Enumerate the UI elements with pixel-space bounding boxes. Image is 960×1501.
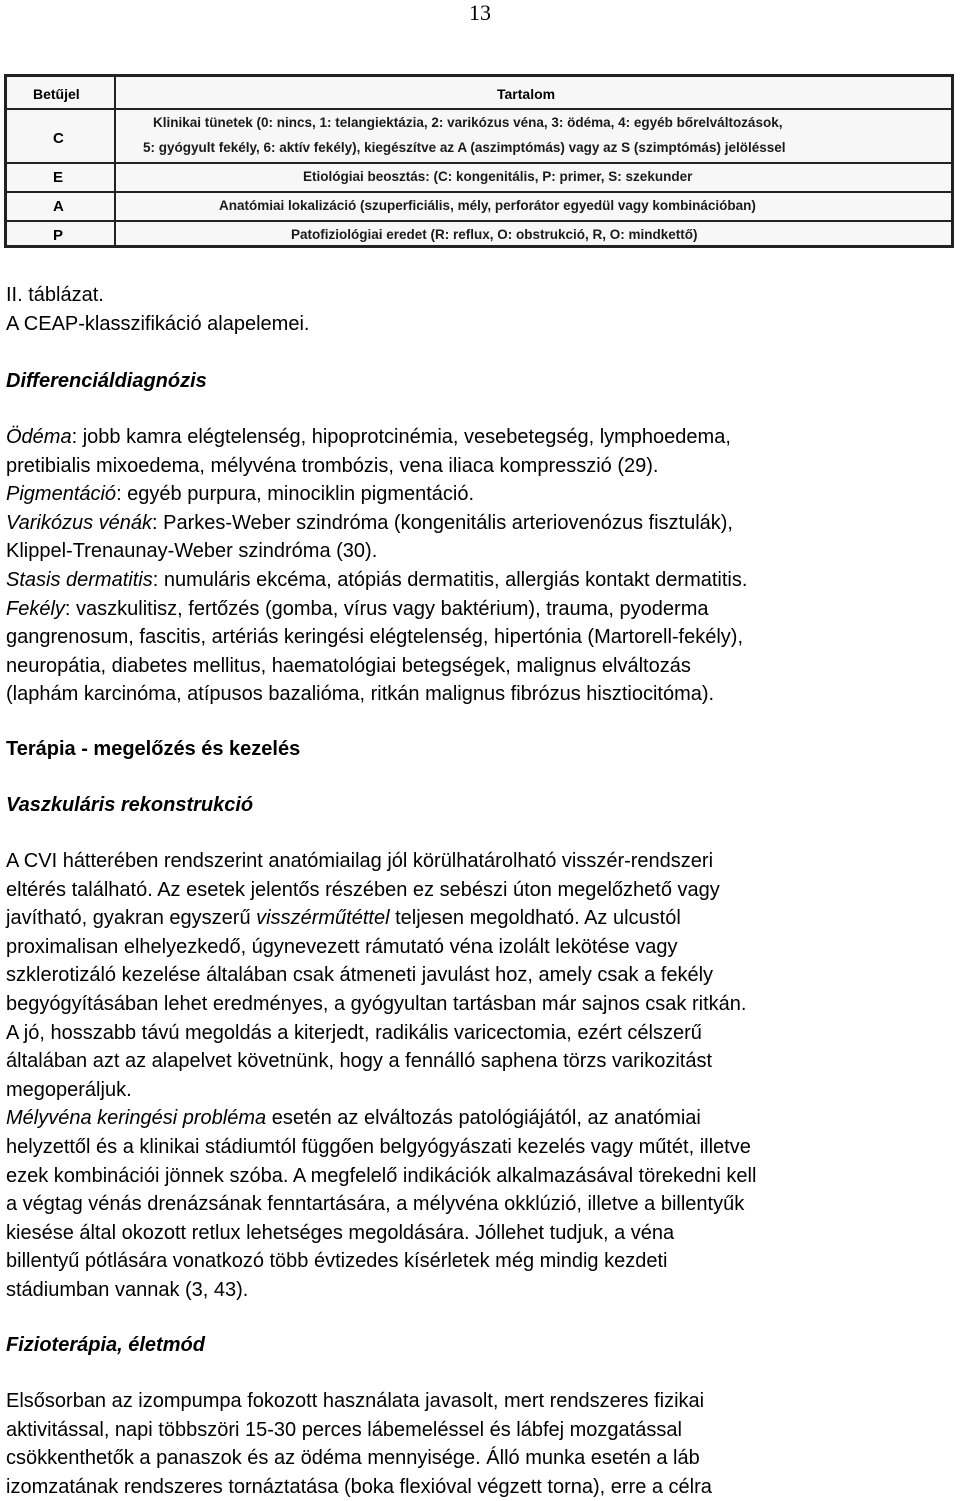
physiotherapy-text bbox=[6, 1387, 954, 1501]
stasis-term: Stasis dermatitis bbox=[6, 568, 153, 591]
paragraph-line: A jó, hosszabb távú megoldás a kiterjedt, radikális varicectomia, ezért célszerű bbox=[6, 1021, 702, 1044]
table-caption bbox=[6, 281, 954, 338]
pigment-term: Pigmentáció bbox=[6, 483, 117, 506]
table-divider bbox=[7, 162, 951, 164]
paragraph-line: megoperáljuk. bbox=[6, 1078, 132, 1101]
heading-therapy: Terápia - megelőzés és kezelés bbox=[6, 738, 301, 760]
text-span: esetén az elváltozás patológiájától, az anatómiai bbox=[266, 1107, 701, 1130]
varix-line-1 bbox=[6, 509, 954, 538]
table-header-letter: Betűjel bbox=[33, 86, 80, 102]
ulcer-line-3: neuropátia, diabetes mellitus, haematológiai betegségek, malignus elváltozás bbox=[6, 654, 691, 677]
varix-term: Varikózus vénák bbox=[6, 511, 152, 534]
table-divider bbox=[7, 108, 951, 110]
paragraph-line: általában azt az alapelvet követnünk, hogy a fennálló saphena törzs varikozitást bbox=[6, 1050, 712, 1073]
ulcer-line-1 bbox=[6, 595, 954, 624]
italic-term: Mélyvéna keringési probléma bbox=[6, 1107, 267, 1130]
text-span: teljesen megoldható. Az ulcustól bbox=[389, 907, 681, 930]
caption-line-1: II. táblázat. bbox=[6, 284, 104, 306]
table-divider bbox=[7, 220, 951, 222]
paragraph-line bbox=[6, 904, 954, 933]
oedema-term: Ödéma bbox=[6, 426, 72, 448]
pigment-text: : egyéb purpura, minociklin pigmentáció. bbox=[116, 483, 475, 506]
varix-line-2: Klippel-Trenaunay-Weber szindróma (30). bbox=[6, 540, 378, 563]
ulcer-line-2: gangrenosum, fascitis, artériás keringési elégtelenség, hipertónia (Martorell-fekély), bbox=[6, 626, 744, 649]
table-row-letter-a: A bbox=[53, 198, 64, 215]
paragraph-line: aktivitással, napi többszöri 15-30 perces lábemeléssel és lábfej mozgatással bbox=[6, 1418, 682, 1441]
paragraph-line: a végtag vénás drenázsának fenntartására, a mélyvéna okklúzió, illetve a billentyűk bbox=[6, 1193, 745, 1216]
paragraph-line bbox=[6, 1104, 954, 1133]
table-row-letter-e: E bbox=[53, 169, 64, 186]
table-row-p-text: Patofiziológiai eredet (R: reflux, O: obstrukció, R, O: mindkettő) bbox=[291, 227, 698, 242]
caption-line-2: A CEAP-klasszifikáció alapelemei. bbox=[6, 312, 310, 335]
table-row-c-line1: Klinikai tünetek (0: nincs, 1: telangiektázia, 2: varikózus véna, 3: ödéma, 4: egyéb bőrelváltozások, bbox=[153, 115, 783, 130]
oedema-line-1 bbox=[6, 423, 954, 452]
stasis-line bbox=[6, 566, 954, 595]
table-row-e-text: Etiológiai beosztás: (C: kongenitális, P: primer, S: szekunder bbox=[303, 169, 693, 184]
paragraph-line: billentyű pótlására vonatkozó több évtizedes kísérletek még mindig kezdeti bbox=[6, 1250, 668, 1273]
paragraph-line: izomzatának rendszeres tornáztatása (boka flexióval végzett torna), erre a célra bbox=[6, 1475, 712, 1498]
pigment-line bbox=[6, 480, 954, 509]
paragraph-line: stádiumban vannak (3, 43). bbox=[6, 1278, 249, 1301]
paragraph-line: Elsősorban az izompumpa fokozott használata javasolt, mert rendszeres fizikai bbox=[6, 1390, 705, 1412]
page-number: 13 bbox=[469, 0, 491, 25]
heading-differential-diagnosis: Differenciáldiagnózis bbox=[6, 370, 207, 392]
differential-diagnosis-text bbox=[6, 423, 954, 709]
paragraph-line: begyógyításában lehet eredményes, a gyógyultan tartásban már sajnos csak ritkán. bbox=[6, 992, 747, 1015]
paragraph-line: kiesése által okozott retlux lehetséges megoldására. Jóllehet tudjuk, a véna bbox=[6, 1221, 675, 1244]
vascular-reconstruction-text bbox=[6, 847, 954, 1305]
ulcer-text: : vaszkulitisz, fertőzés (gomba, vírus vagy baktérium), trauma, pyoderma bbox=[64, 597, 709, 620]
table-row-letter-c: C bbox=[53, 130, 64, 147]
text-span: javítható, gyakran egyszerű bbox=[6, 907, 257, 930]
table-row-letter-p: P bbox=[53, 227, 64, 244]
oedema-line-2: pretibialis mixoedema, mélyvéna trombózis, vena iliaca kompresszió (29). bbox=[6, 454, 659, 477]
table-row-a-text: Anatómiai lokalizáció (szuperficiális, mély, perforátor egyedül vagy kombinációban) bbox=[219, 198, 756, 213]
heading-vascular-reconstruction: Vaszkuláris rekonstrukció bbox=[6, 794, 254, 816]
ulcer-term: Fekély bbox=[6, 597, 65, 620]
paragraph-line: eltérés található. Az esetek jelentős részében ez sebészi úton megelőzhető vagy bbox=[6, 878, 720, 901]
italic-term: visszérműtéttel bbox=[256, 907, 390, 930]
paragraph-line: csökkenthetők a panaszok és az ödéma mennyisége. Álló munka esetén a láb bbox=[6, 1447, 700, 1470]
paragraph-line: proximalisan elhelyezkedő, úgynevezett rámutató véna izolált lekötése vagy bbox=[6, 935, 678, 958]
paragraph-line: szklerotizáló kezelése általában csak átmeneti javulást hoz, amely csak a fekély bbox=[6, 964, 714, 987]
stasis-text: : numuláris ekcéma, atópiás dermatitis, allergiás kontakt dermatitis. bbox=[152, 568, 748, 591]
table-divider bbox=[7, 191, 951, 193]
table-row-c-line2: 5: gyógyult fekély, 6: aktív fekély), kiegészítve az A (aszimptómás) vagy az S (szimptómás) jelöléssel bbox=[143, 140, 786, 155]
ulcer-line-4: (laphám karcinóma, atípusos bazalióma, ritkán malignus fibrózus hisztiocitóma). bbox=[6, 683, 715, 706]
oedema-text: : jobb kamra elégtelenség, hipoprotcinémia, vesebetegség, lymphoedema, bbox=[71, 426, 731, 448]
heading-physiotherapy: Fizioterápia, életmód bbox=[6, 1334, 205, 1356]
paragraph-line: helyzettől és a klinikai stádiumtól függően belgyógyászati kezelés vagy műtét, illetve bbox=[6, 1135, 751, 1158]
paragraph-line: ezek kombinációi jönnek szóba. A megfelelő indikációk alkalmazásával törekedni kell bbox=[6, 1164, 757, 1187]
table-header-content: Tartalom bbox=[497, 86, 556, 102]
ceap-table bbox=[4, 74, 954, 248]
paragraph-line: A CVI hátterében rendszerint anatómiailag jól körülhatárolható visszér-rendszeri bbox=[6, 850, 714, 872]
varix-text: : Parkes-Weber szindróma (kongenitális arteriovenózus fisztulák), bbox=[152, 511, 733, 534]
